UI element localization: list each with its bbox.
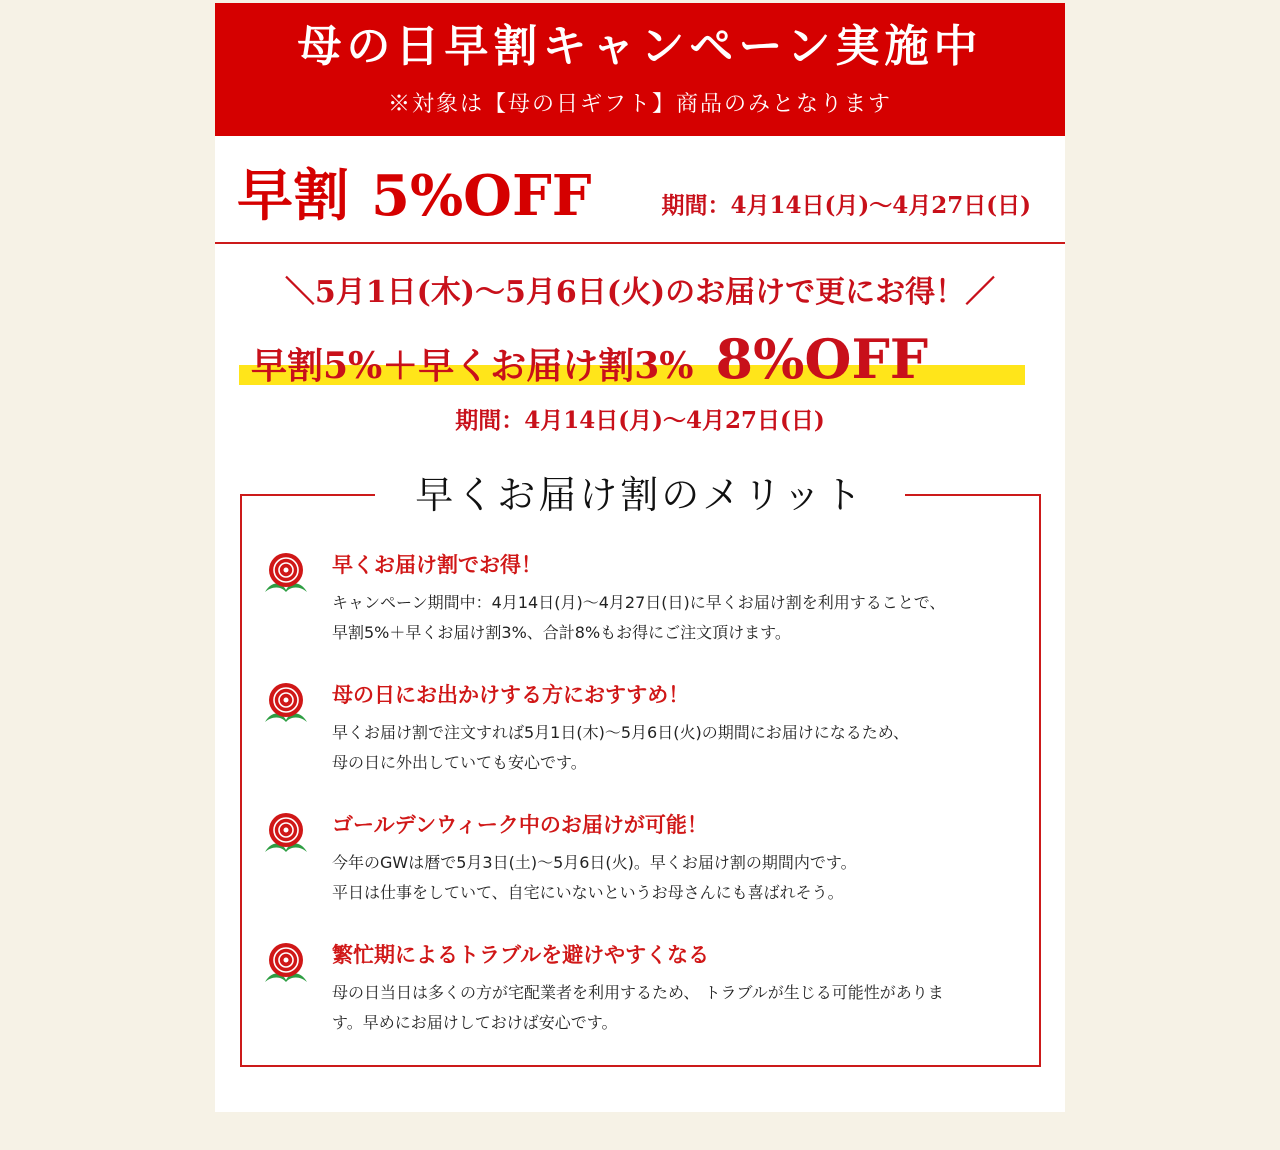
merits-title: 早くお届け割のメリット bbox=[375, 466, 905, 526]
merit-heading: 母の日にお出かけする方におすすめ！ bbox=[332, 683, 690, 707]
carnation-icon bbox=[262, 940, 310, 988]
merit-body bbox=[332, 588, 1032, 648]
merit-heading: ゴールデンウィーク中のお届けが可能！ bbox=[332, 813, 708, 837]
early-label-text: 早割 bbox=[237, 163, 349, 229]
merit-line: キャンペーン期間中：4月14日(月)〜4月27日(日)に早くお届け割を利用することで、 bbox=[332, 593, 946, 612]
merit-line: 平日は仕事をしていて、自宅にいないというお母さんにも喜ばれそう。 bbox=[332, 883, 844, 902]
merits-box bbox=[240, 473, 1041, 1067]
carnation-icon bbox=[262, 810, 310, 858]
combo-total: 8%OFF bbox=[715, 327, 929, 391]
merit-line: 早割5%＋早くお届け割3%、合計8%もお得にご注文頂けます。 bbox=[332, 623, 791, 642]
combo-discount bbox=[239, 327, 1025, 391]
banner-subtitle: ※対象は【母の日ギフト】商品のみとなります bbox=[387, 92, 892, 117]
merit-line: 母の日当日は多くの方が宅配業者を利用するため、 トラブルが生じる可能性がありま bbox=[332, 983, 944, 1002]
delivery-period: 期間：4月14日(月)〜4月27日(日) bbox=[455, 407, 825, 434]
early-period: 期間：4月14日(月)〜4月27日(日) bbox=[661, 192, 1031, 219]
merit-line: 母の日に外出していても安心です。 bbox=[332, 753, 587, 772]
combo-breakdown: 早割5%＋早くお届け割3% bbox=[251, 345, 694, 387]
merit-line: 今年のGWは暦で5月3日(土)〜5月6日(火)。早くお届け割の期間内です。 bbox=[332, 853, 857, 872]
merit-line: す。早めにお届けしておけば安心です。 bbox=[332, 1013, 618, 1032]
merit-body bbox=[332, 978, 1032, 1038]
merit-heading: 早くお届け割でお得！ bbox=[332, 553, 542, 577]
merit-line: 早くお届け割で注文すれば5月1日(木)〜5月6日(火)の期間にお届けになるため、 bbox=[332, 723, 910, 742]
campaign-banner bbox=[215, 3, 1065, 136]
banner-title: 母の日早割キャンペーン実施中 bbox=[297, 21, 983, 72]
carnation-icon bbox=[262, 550, 310, 598]
merit-body bbox=[332, 718, 1032, 778]
combo-discount-text bbox=[251, 327, 929, 392]
section-divider bbox=[215, 242, 1065, 244]
campaign-card bbox=[215, 3, 1065, 1112]
delivery-headline: ＼5月1日(木)〜5月6日(火)のお届けで更にお得！／ bbox=[284, 275, 996, 310]
early-discount-label bbox=[237, 163, 591, 229]
merit-heading: 繁忙期によるトラブルを避けやすくなる bbox=[332, 943, 710, 967]
early-discount-value: 5%OFF bbox=[371, 163, 592, 229]
early-discount-row bbox=[215, 141, 1065, 243]
carnation-icon bbox=[262, 680, 310, 728]
merit-body bbox=[332, 848, 1032, 908]
